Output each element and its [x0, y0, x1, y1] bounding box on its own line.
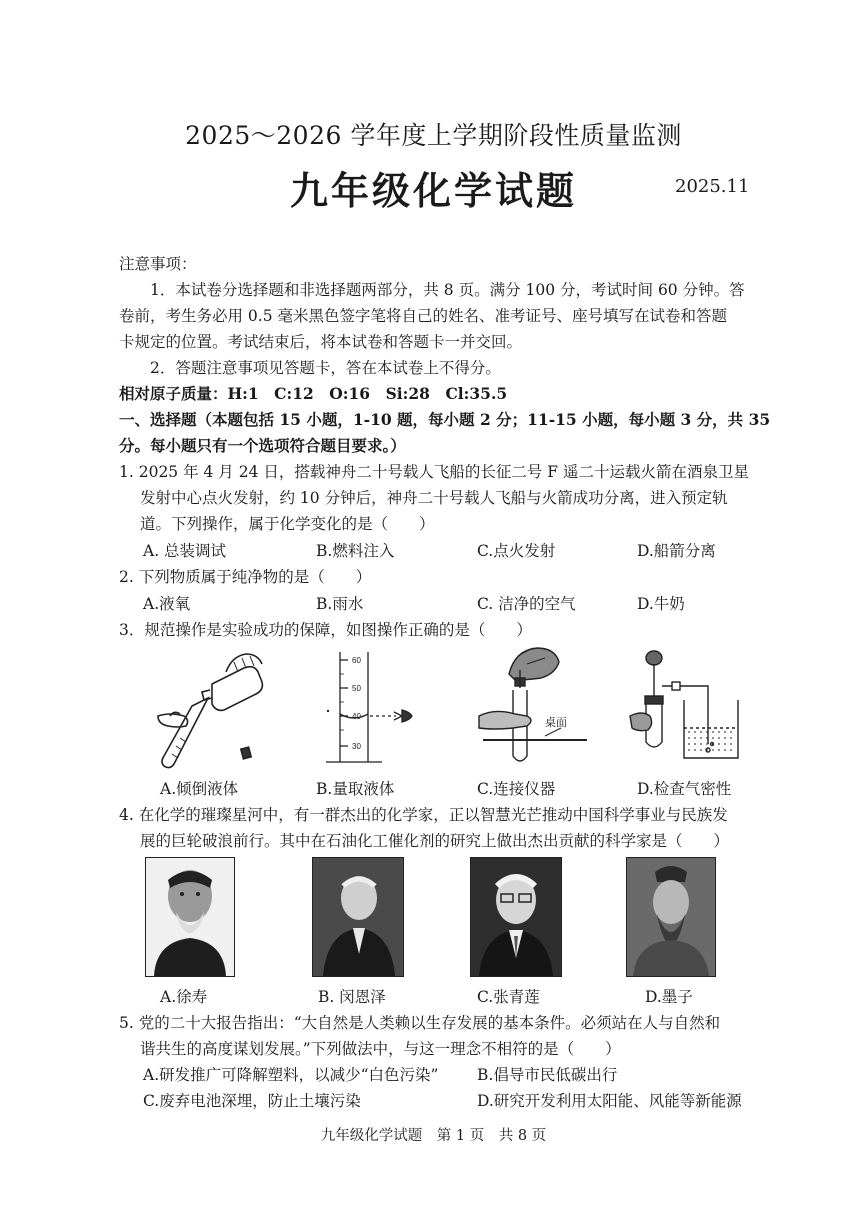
question-4-line-1: 4. 在化学的璀璨星河中，有一群杰出的化学家，正以智慧光芒推动中国科学事业与民族发	[119, 806, 728, 824]
portrait-min-enze	[312, 857, 404, 977]
notice-item-1-line-1: 1．本试卷分选择题和非选择题两部分，共 8 页。满分 100 分，考试时间 60 分钟。答	[150, 281, 745, 299]
question-5-line-2: 谐共生的高度谋划发展。”下列做法中，与这一理念不相符的是（ ）	[140, 1040, 621, 1058]
portrait-xu-shou	[145, 857, 235, 977]
notice-item-1-line-3: 卡规定的位置。考试结束后，将本试卷和答题卡一并交回。	[119, 333, 523, 351]
question-3-caption-b: B.量取液体	[316, 780, 395, 798]
exam-title: 九年级化学试题	[289, 168, 577, 213]
question-3-stem: 3．规范操作是实验成功的保障，如图操作正确的是（ ）	[119, 621, 532, 639]
question-5-option-c: C.废弃电池深埋，防止土壤污染	[143, 1092, 361, 1110]
cylinder-tick-30: 30	[352, 742, 361, 751]
notice-heading: 注意事项：	[119, 255, 197, 273]
portrait-zhang-qinglian	[470, 857, 562, 977]
question-1-option-b: B.燃料注入	[316, 542, 395, 560]
question-4-caption-b: B. 闵恩泽	[318, 988, 386, 1006]
section-1-heading-line-1: 一、选择题（本题包括 15 小题，1-10 题，每小题 2 分；11-15 小题，每小题 3 分，共 35	[119, 410, 771, 429]
exam-date: 2025.11	[675, 176, 750, 197]
cylinder-tick-50: 50	[352, 684, 361, 693]
question-5-option-d: D.研究开发利用太阳能、风能等新能源	[477, 1092, 742, 1110]
question-1-line-3: 道。下列操作，属于化学变化的是（ ）	[140, 515, 435, 533]
question-2-stem: 2. 下列物质属于纯净物的是（ ）	[119, 568, 372, 586]
question-1-line-2: 发射中心点火发射，约 10 分钟后，神舟二十号载人飞船与火箭成功分离，进入预定轨	[140, 489, 728, 507]
question-2-option-a: A.液氧	[143, 595, 191, 613]
notice-item-1-line-2: 卷前，考生务必用 0.5 毫米黑色签字笔将自己的姓名、准考证号、座号填写在试卷和答题	[119, 307, 728, 325]
pouring-liquid-figure	[150, 646, 280, 772]
question-4-line-2: 展的巨轮破浪前行。其中在石油化工催化剂的研究上做出杰出贡献的科学家是（ ）	[140, 832, 730, 850]
question-3-caption-d: D.检查气密性	[637, 780, 732, 798]
cylinder-tick-60: 60	[352, 656, 361, 665]
question-1-option-d: D.船箭分离	[637, 542, 716, 560]
connecting-apparatus-figure	[475, 644, 595, 766]
question-4-caption-a: A.徐寿	[160, 988, 208, 1006]
question-3-caption-c: C.连接仪器	[477, 780, 556, 798]
notice-item-2: 2．答题注意事项见答题卡，答在本试卷上不得分。	[150, 359, 501, 377]
exam-subtitle: 2025～2026 学年度上学期阶段性质量监测	[185, 121, 682, 150]
question-3-caption-a: A.倾倒液体	[160, 780, 239, 798]
measuring-cylinder-figure	[318, 650, 428, 766]
cylinder-tick-40: 40	[352, 712, 361, 721]
atomic-mass-line: 相对原子质量：H:1 C:12 O:16 Si:28 Cl:35.5	[119, 384, 508, 403]
question-2-option-c: C. 洁净的空气	[477, 595, 576, 613]
airtightness-check-figure	[628, 646, 744, 766]
question-1-option-c: C.点火发射	[477, 542, 556, 560]
question-2-option-d: D.牛奶	[637, 595, 685, 613]
question-5-option-b: B.倡导市民低碳出行	[477, 1066, 618, 1084]
portrait-mozi	[626, 857, 716, 977]
question-1-line-1: 1. 2025 年 4 月 24 日，搭载神舟二十号载人飞船的长征二号 F 遥二十运载火箭在酒泉卫星	[119, 463, 749, 481]
question-4-caption-d: D.墨子	[645, 988, 693, 1006]
question-2-option-b: B.雨水	[316, 595, 364, 613]
question-5-line-1: 5. 党的二十大报告指出：“大自然是人类赖以生存发展的基本条件。必须站在人与自然和	[119, 1014, 721, 1032]
question-4-caption-c: C.张青莲	[477, 988, 540, 1006]
question-1-option-a: A. 总装调试	[143, 542, 227, 560]
question-5-option-a: A.研发推广可降解塑料，以减少“白色污染”	[143, 1066, 439, 1084]
section-1-heading-line-2: 分。每小题只有一个选项符合题目要求。）	[119, 436, 406, 455]
desk-label: 桌面	[545, 717, 567, 729]
page-footer: 九年级化学试题 第 1 页 共 8 页	[320, 1128, 547, 1144]
